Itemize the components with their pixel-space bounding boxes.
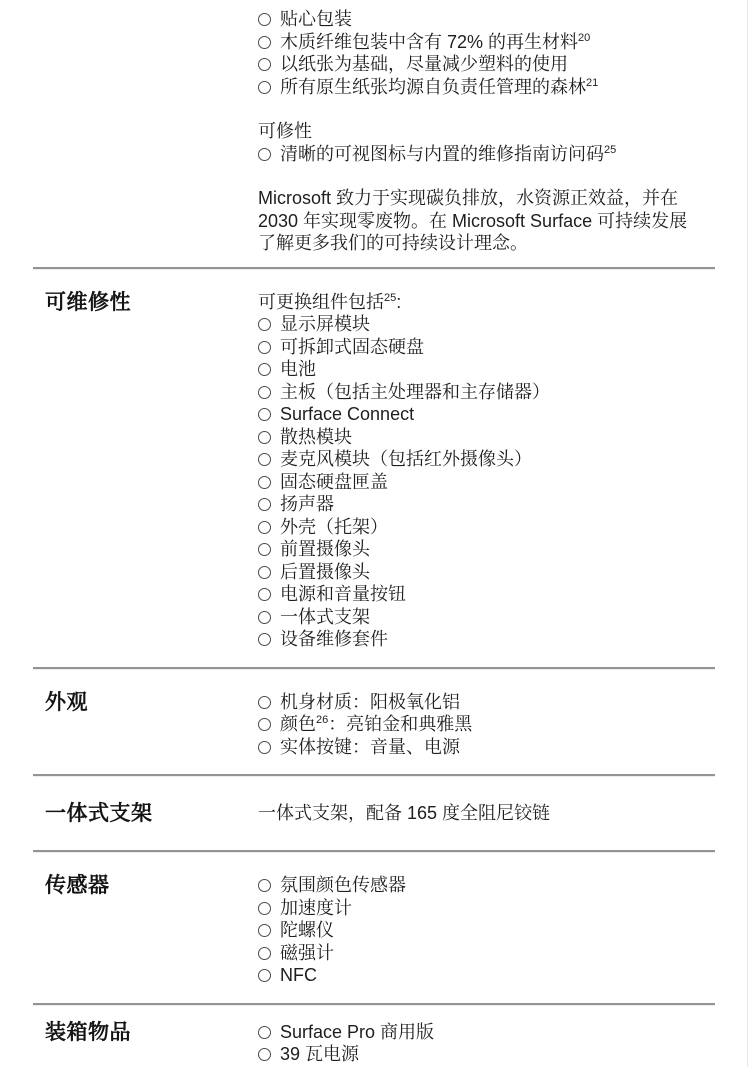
bullet-text: 外壳（托架） [280, 516, 388, 537]
circle-bullet-icon [258, 902, 271, 915]
circle-bullet-icon [258, 408, 271, 421]
bullet-text: NFC [280, 965, 317, 985]
spec-bullet-item [258, 516, 750, 539]
section-content [258, 291, 750, 651]
sustainability-paragraph [258, 187, 750, 255]
circle-bullet-icon [258, 611, 271, 624]
bullet-text: 电源和音量按钮 [280, 584, 406, 604]
circle-bullet-icon [258, 879, 271, 892]
circle-bullet-icon [258, 148, 271, 161]
section-content [258, 1021, 750, 1066]
bullet-text: 贴心包装 [280, 9, 352, 29]
bullet-text: Surface Pro 商用版 [280, 1021, 435, 1042]
spec-bullet-item [258, 897, 750, 920]
bullet-text: 主板（包括主处理器和主存储器） [280, 381, 550, 402]
spec-bullet-item [258, 691, 750, 714]
spec-bullet-item [258, 919, 750, 942]
section-heading: 一体式支架 [45, 802, 153, 825]
spec-bullet-item [258, 313, 750, 336]
bullet-text: 加速度计 [280, 897, 352, 918]
circle-bullet-icon [258, 947, 271, 960]
circle-bullet-icon [258, 543, 271, 556]
circle-bullet-icon [258, 696, 271, 709]
spec-bullet-item [258, 736, 750, 759]
repairability-bullet-list [258, 143, 750, 166]
lead-text: 一体式支架，配备 165 度全阻尼铰链 [258, 803, 551, 823]
bullet-text: 陀螺仪 [280, 920, 334, 940]
paragraph-line: 2030 年实现零废物。在 Microsoft Surface 可持续发展 [258, 210, 688, 231]
section-in-the-box [0, 1005, 750, 1067]
spec-bullet-item [258, 76, 750, 99]
circle-bullet-icon [258, 588, 271, 601]
circle-bullet-icon [258, 718, 271, 731]
design-list [258, 691, 750, 759]
spec-lead-line [258, 802, 750, 825]
spec-bullet-item [258, 1021, 750, 1044]
circle-bullet-icon [258, 476, 271, 489]
bullet-text: Surface Connect [280, 404, 415, 424]
spec-bullet-item [258, 561, 750, 584]
spec-bullet-item [258, 143, 750, 166]
spec-bullet-item [258, 628, 750, 651]
spec-bullet-item [258, 1043, 750, 1066]
footnote-superscript: 26 [316, 714, 329, 726]
circle-bullet-icon [258, 1048, 271, 1061]
spec-bullet-item [258, 493, 750, 516]
section-kickstand [0, 776, 750, 850]
bullet-text: 机身材质：阳极氧化铝 [280, 691, 460, 712]
bullet-text: 散热模块 [280, 426, 352, 447]
spec-bullet-item [258, 358, 750, 381]
bullet-text: 设备维修套件 [280, 629, 388, 649]
bullet-text: 固态硬盘匣盖 [280, 471, 388, 492]
spec-bullet-item [258, 381, 750, 404]
section-design [0, 669, 750, 775]
section-sensors [0, 852, 750, 1003]
circle-bullet-icon [258, 58, 271, 71]
footnote-superscript: 21 [586, 76, 599, 89]
section-repairability [0, 269, 750, 667]
section-content [258, 874, 750, 987]
circle-bullet-icon [258, 521, 271, 534]
circle-bullet-icon [258, 341, 271, 354]
bullet-text: 前置摄像头 [280, 539, 370, 559]
spec-bullet-item [258, 964, 750, 987]
spec-bullet-item [258, 606, 750, 629]
section-heading: 装箱物品 [45, 1020, 131, 1044]
section-content [258, 691, 750, 759]
spec-bullet-item [258, 538, 750, 561]
spec-bullet-item [258, 426, 750, 449]
bullet-text: 麦克风模块（包括红外摄像头） [280, 449, 532, 469]
sensors-list [258, 874, 750, 987]
section-content [258, 802, 750, 826]
paragraph-line: Microsoft 致力于实现碳负排放，水资源正效益，并在 [258, 188, 679, 208]
circle-bullet-icon [258, 36, 271, 49]
circle-bullet-icon [258, 741, 271, 754]
circle-bullet-icon [258, 453, 271, 466]
bullet-text: 显示屏模块 [280, 314, 370, 334]
circle-bullet-icon [258, 1026, 271, 1039]
packaging-bullet-list [258, 8, 750, 98]
circle-bullet-icon [258, 363, 271, 376]
bullet-text: 扬声器 [280, 494, 334, 514]
bullet-text: 后置摄像头 [280, 561, 370, 582]
circle-bullet-icon [258, 386, 271, 399]
bullet-text: 氛围颜色传感器 [280, 875, 406, 895]
circle-bullet-icon [258, 318, 271, 331]
replaceable-components-list [258, 313, 750, 651]
footnote-superscript: 25 [604, 143, 617, 156]
footnote-superscript: 20 [578, 31, 591, 44]
bullet-text: 电池 [280, 359, 316, 379]
spec-bullet-item [258, 583, 750, 606]
spec-bullet-item [258, 403, 750, 426]
in-the-box-list [258, 1021, 750, 1066]
circle-bullet-icon [258, 969, 271, 982]
circle-bullet-icon [258, 924, 271, 937]
bullet-text: 实体按键：音量、电源 [280, 736, 460, 757]
section-heading: 可维修性 [45, 290, 131, 314]
lead-text: 可更换组件包括 [258, 291, 384, 312]
section-sustainability-tail [0, 0, 750, 267]
circle-bullet-icon [258, 633, 271, 646]
bullet-text: 39 瓦电源 [280, 1044, 360, 1064]
circle-bullet-icon [258, 498, 271, 511]
section-heading: 外观 [45, 690, 88, 714]
spec-bullet-item [258, 713, 750, 736]
circle-bullet-icon [258, 81, 271, 94]
bullet-text-post: ：亮铂金和典雅黑 [328, 714, 473, 734]
spec-bullet-item [258, 8, 750, 31]
lead-text-post: : [396, 291, 402, 312]
spec-bullet-item [258, 53, 750, 76]
page-right-edge-line [747, 0, 748, 1067]
circle-bullet-icon [258, 13, 271, 26]
bullet-text: 清晰的可视图标与内置的维修指南访问码 [280, 143, 604, 164]
spec-bullet-item [258, 336, 750, 359]
bullet-text: 颜色 [280, 714, 316, 734]
spec-bullet-item [258, 942, 750, 965]
paragraph-line: 了解更多我们的可持续设计理念。 [258, 233, 528, 253]
spec-bullet-item [258, 471, 750, 494]
spec-bullet-item [258, 31, 750, 54]
bullet-text: 所有原生纸张均源自负责任管理的森林 [280, 76, 586, 97]
footnote-superscript: 25 [384, 291, 397, 304]
circle-bullet-icon [258, 566, 271, 579]
section-heading: 传感器 [45, 874, 110, 897]
bullet-text: 磁强计 [280, 942, 334, 963]
bullet-text: 一体式支架 [280, 606, 370, 627]
repairability-subheading: 可修性 [258, 121, 312, 141]
bullet-text: 以纸张为基础，尽量减少塑料的使用 [280, 54, 568, 74]
spec-lead-line [258, 291, 750, 314]
spec-bullet-item [258, 448, 750, 471]
spec-bullet-item [258, 874, 750, 897]
bullet-text: 木质纤维包装中含有 72% 的再生材料 [280, 31, 579, 52]
bullet-text: 可拆卸式固态硬盘 [280, 336, 424, 357]
circle-bullet-icon [258, 431, 271, 444]
